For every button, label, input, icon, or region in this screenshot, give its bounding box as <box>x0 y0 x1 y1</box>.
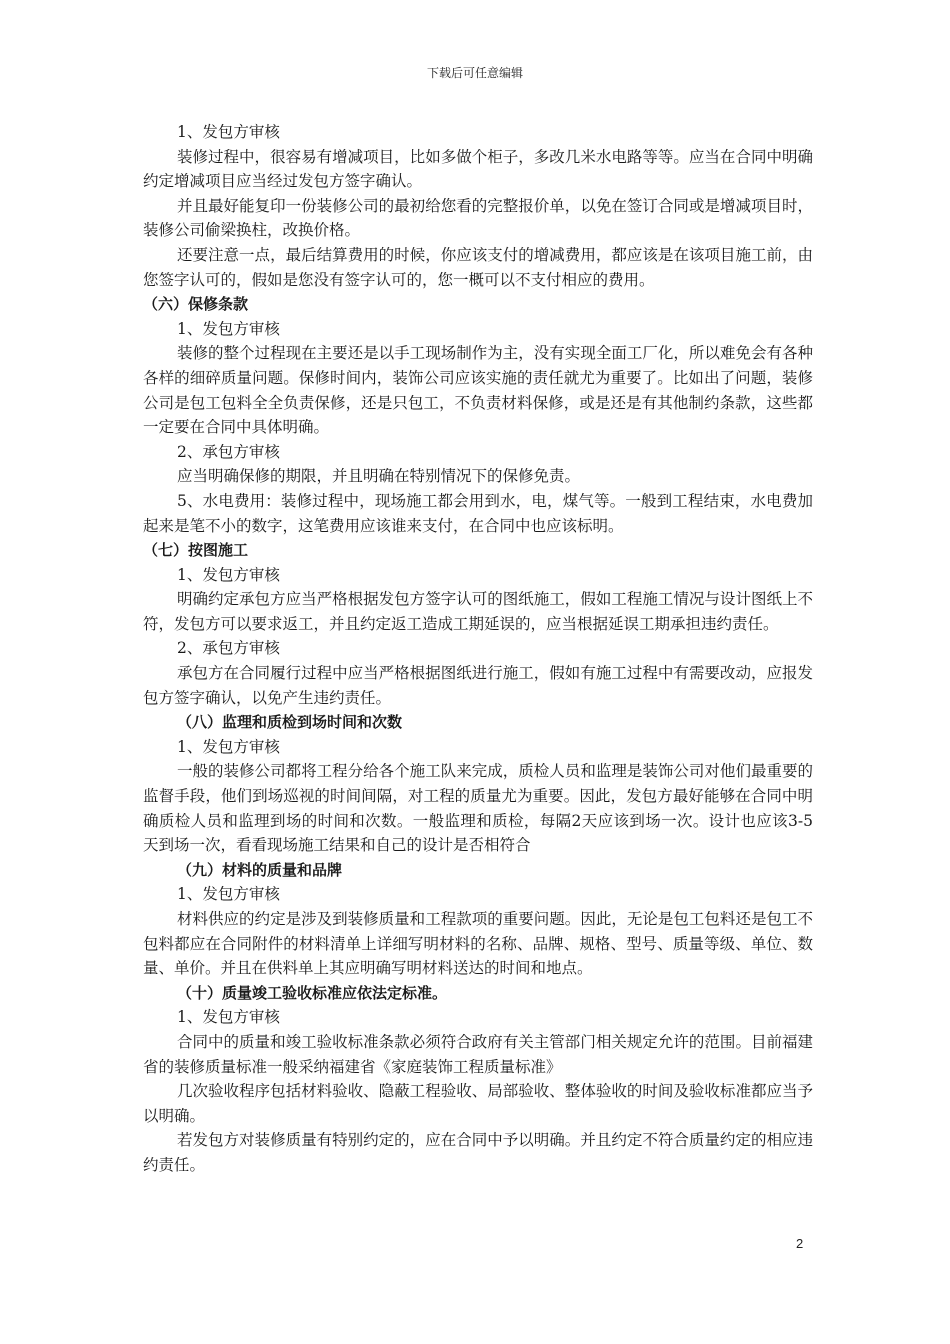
paragraph: 1、发包方审核 <box>177 565 280 584</box>
paragraph: 装修过程中，很容易有增减项目，比如多做个柜子，多改几米水电路等等。应当在合同中明确约定增减项目应当经过发包方签字确认。 <box>143 147 813 191</box>
section-heading: （八）监理和质检到场时间和次数 <box>177 713 403 732</box>
document-body <box>143 120 813 1178</box>
paragraph: 1、发包方审核 <box>177 123 280 141</box>
paragraph: 若发包方对装修质量有特别约定的，应在合同中予以明确。并且约定不符合质量约定的相应违约责任。 <box>143 1131 813 1174</box>
paragraph: 明确约定承包方应当严格根据发包方签字认可的图纸施工，假如工程施工情况与设计图纸上不符，发包方可以要求返工，并且约定返工造成工期延误的，应当根据延误工期承担违约责任。 <box>143 590 813 633</box>
paragraph: 2、承包方审核 <box>177 442 280 461</box>
paragraph: 并且最好能复印一份装修公司的最初给您看的完整报价单，以免在签订合同或是增减项目时，装修公司偷梁换柱，改换价格。 <box>143 196 813 240</box>
paragraph: 一般的装修公司都将工程分给各个施工队来完成，质检人员和监理是装饰公司对他们最重要的监督手段，他们到场巡视的时间间隔，对工程的质量尤为重要。因此，发包方最好能够在合同中明确质检人员和监理到场的时间和次数。一般监理和质检，每隔2天应该到场一次。设计也应该3-5天到场一次，看看现场施工结果和自己的设计是否相符合 <box>143 762 813 855</box>
paragraph: 还要注意一点，最后结算费用的时候，你应该支付的增减费用，都应该是在该项目施工前，由您签字认可的，假如是您没有签字认可的，您一概可以不支付相应的费用。 <box>143 245 813 289</box>
paragraph: 装修的整个过程现在主要还是以手工现场制作为主，没有实现全面工厂化，所以难免会有各种各样的细碎质量问题。保修时间内，装饰公司应该实施的责任就尤为重要了。比如出了问题，装修公司是包工包料全全负责保修，还是只包工，不负责材料保修，或是还是有其他制约条款，这些都一定要在合同中具体明确。 <box>143 344 813 437</box>
paragraph: 材料供应的约定是涉及到装修质量和工程款项的重要问题。因此，无论是包工包料还是包工不包料都应在合同附件的材料清单上详细写明材料的名称、品牌、规格、型号、质量等级、单位、数量、单价。并且在供料单上其应明确写明材料送达的时间和地点。 <box>143 910 813 978</box>
paragraph: 承包方在合同履行过程中应当严格根据图纸进行施工，假如有施工过程中有需要改动，应报发包方签字确认，以免产生违约责任。 <box>143 664 813 707</box>
paragraph: 1、发包方审核 <box>177 885 280 904</box>
paragraph: 2、承包方审核 <box>177 639 280 658</box>
section-heading: （六）保修条款 <box>143 295 249 314</box>
paragraph: 合同中的质量和竣工验收标准条款必须符合政府有关主管部门相关规定允许的范围。目前福建省的装修质量标准一般采纳福建省《家庭装饰工程质量标准》 <box>143 1032 813 1076</box>
paragraph: 1、发包方审核 <box>177 319 280 338</box>
page-header: 下载后可任意编辑 <box>426 66 523 80</box>
paragraph: 几次验收程序包括材料验收、隐蔽工程验收、局部验收、整体验收的时间及验收标准都应当予以明确。 <box>143 1082 813 1125</box>
page-number: 2 <box>796 1236 804 1251</box>
section-heading: （九）材料的质量和品牌 <box>177 860 343 879</box>
paragraph: 1、发包方审核 <box>177 1008 280 1027</box>
paragraph: 应当明确保修的期限，并且明确在特别情况下的保修免责。 <box>177 467 581 486</box>
paragraph: 1、发包方审核 <box>177 737 280 756</box>
section-heading: （十）质量竣工验收标准应依法定标准。 <box>177 983 448 1002</box>
paragraph: 5、水电费用：装修过程中，现场施工都会用到水，电，煤气等。一般到工程结束，水电费加起来是笔不小的数字，这笔费用应该谁来支付，在合同中也应该标明。 <box>143 491 813 535</box>
section-heading: （七）按图施工 <box>143 541 249 560</box>
